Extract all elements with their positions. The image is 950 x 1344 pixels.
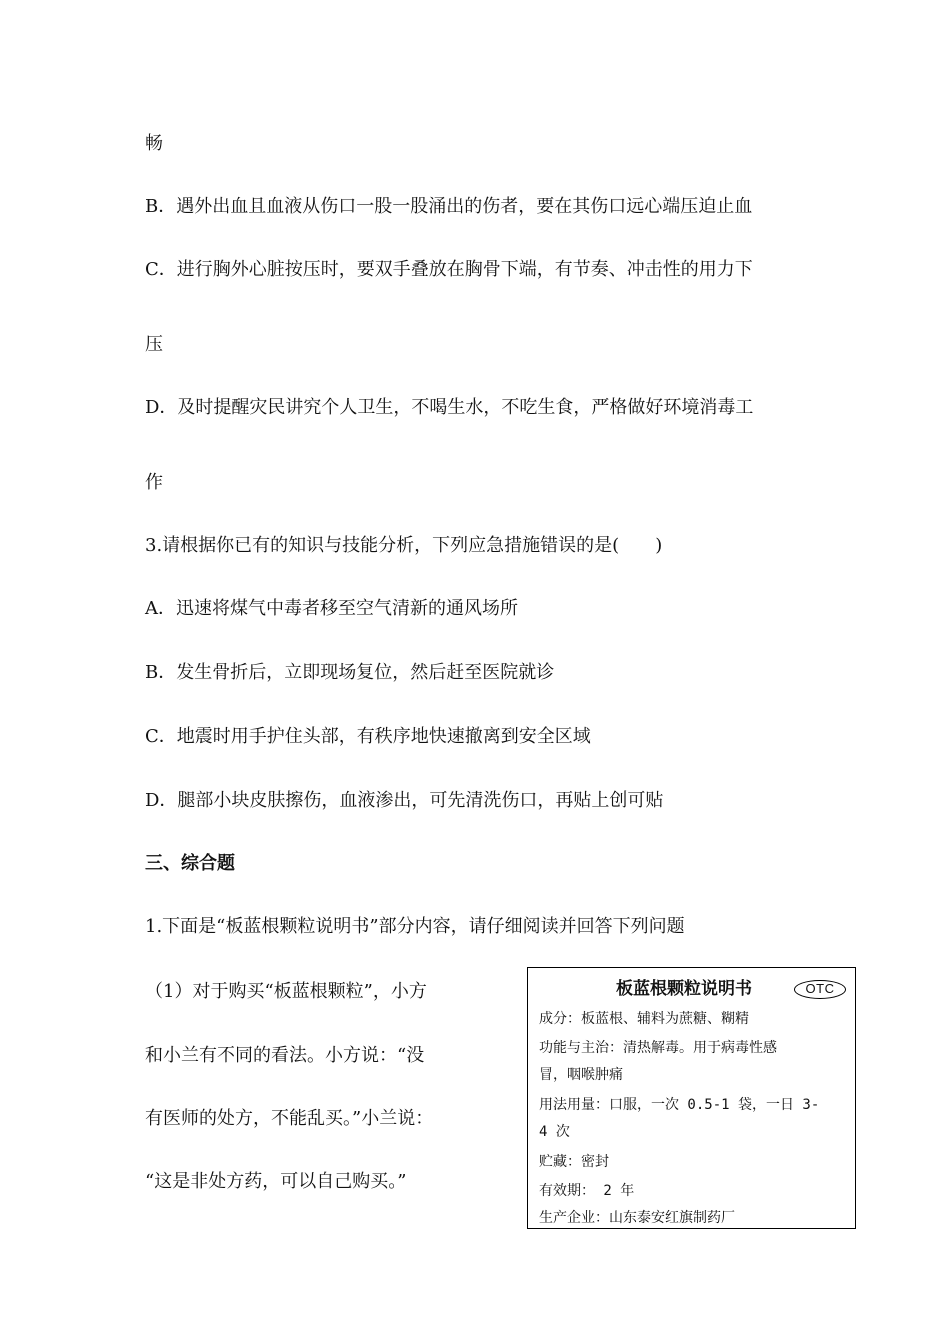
sub-question-text: 和小兰有不同的看法。小方说：“没 (145, 1045, 425, 1066)
sub-question-text: “这是非处方药，可以自己购买。” (145, 1171, 407, 1192)
text-line: 压 (145, 334, 163, 355)
leaflet-title: 板蓝根颗粒说明书 (616, 979, 752, 999)
text-line: 畅 (145, 133, 163, 154)
section-heading: 三、综合题 (145, 853, 235, 874)
text-line: 作 (145, 472, 163, 493)
question-3: 3.请根据你已有的知识与技能分析，下列应急措施错误的是( ) (145, 535, 663, 556)
option-a-line: A．迅速将煤气中毒者移至空气清新的通风场所 (145, 598, 518, 619)
leaflet-line: 生产企业：山东泰安红旗制药厂 (539, 1210, 735, 1226)
leaflet-line: 4 次 (539, 1124, 570, 1140)
otc-badge: OTC (794, 980, 846, 999)
option-b-line: B．遇外出血且血液从伤口一股一股涌出的伤者，要在其伤口远心端压迫止血 (145, 196, 753, 217)
question-1: 1.下面是“板蓝根颗粒说明书”部分内容，请仔细阅读并回答下列问题 (145, 916, 685, 937)
leaflet-line: 贮藏：密封 (539, 1154, 609, 1170)
leaflet-line: 有效期： 2 年 (539, 1183, 635, 1199)
leaflet-line: 用法用量：口服，一次 0.5-1 袋，一日 3- (539, 1097, 820, 1113)
option-d-line: D．及时提醒灾民讲究个人卫生，不喝生水，不吃生食，严格做好环境消毒工 (145, 397, 754, 418)
sub-question-text: 有医师的处方，不能乱买。”小兰说： (145, 1108, 434, 1129)
option-d-line: D．腿部小块皮肤擦伤，血液渗出，可先清洗伤口，再贴上创可贴 (145, 790, 664, 811)
option-c-line: C．进行胸外心脏按压时，要双手叠放在胸骨下端，有节奏、冲击性的用力下 (145, 259, 753, 280)
leaflet-line: 功能与主治：清热解毒。用于病毒性感 (539, 1040, 777, 1056)
option-c-line: C．地震时用手护住头部，有秩序地快速撤离到安全区域 (145, 726, 591, 747)
sub-question-text: （1）对于购买“板蓝根颗粒”，小方 (145, 981, 427, 1002)
option-b-line: B．发生骨折后，立即现场复位，然后赶至医院就诊 (145, 662, 555, 683)
medicine-leaflet-box (527, 967, 856, 1229)
leaflet-line: 冒，咽喉肿痛 (539, 1067, 623, 1083)
leaflet-line: 成分：板蓝根、辅料为蔗糖、糊精 (539, 1011, 749, 1027)
